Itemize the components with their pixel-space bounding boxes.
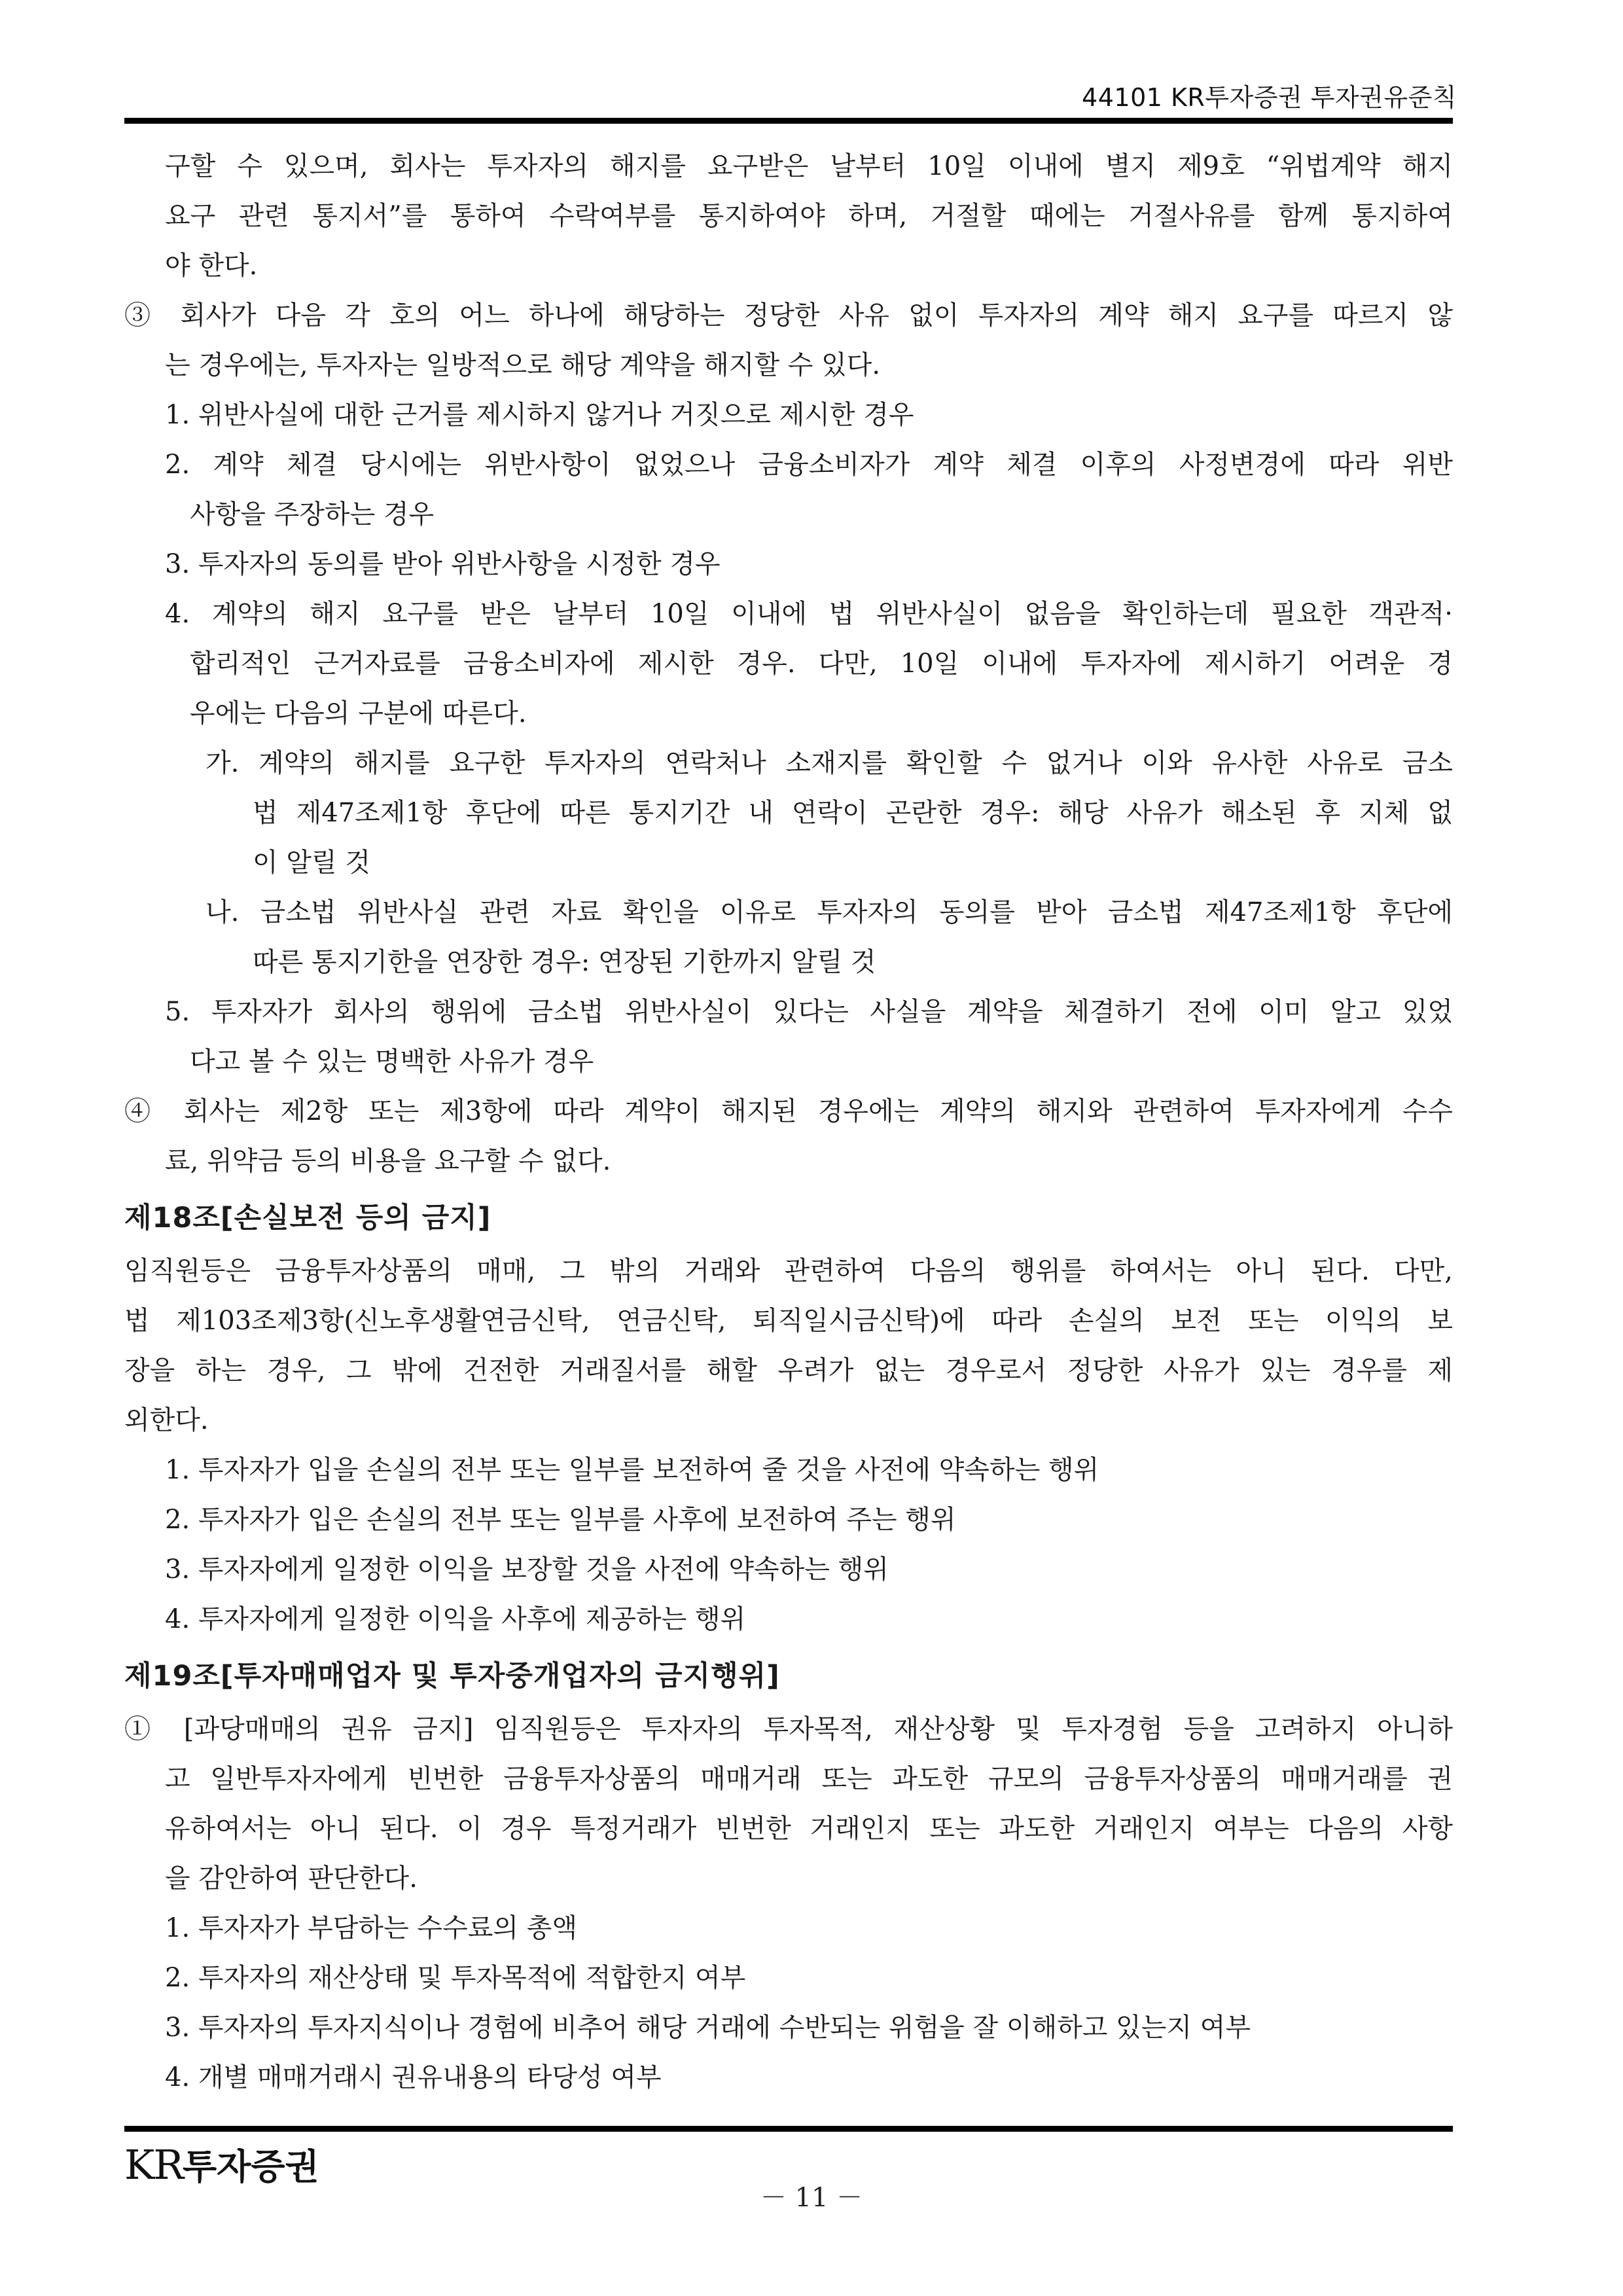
body-line: 1. 위반사실에 대한 근거를 제시하지 않거나 거짓으로 제시한 경우 xyxy=(165,400,914,430)
logo-latin-text: KR xyxy=(124,2141,183,2189)
article-heading: 제18조[손실보전 등의 금지] xyxy=(124,1202,491,1234)
body-line: 법 제103조제3항(신노후생활연금신탁, 연금신탁, 퇴직일시금신탁)에 따라 손실의 보전 또는 이익의 보 xyxy=(124,1306,1453,1336)
document-header-title: 44101 KR투자증권 투자권유준칙 xyxy=(1082,83,1457,112)
body-line: 따른 통지기한을 연장한 경우: 연장된 기한까지 알릴 것 xyxy=(253,947,876,977)
body-line: 1. 투자자가 입을 손실의 전부 또는 일부를 보전하여 줄 것을 사전에 약속하는 행위 xyxy=(165,1455,1099,1485)
body-line: 임직원등은 금융투자상품의 매매, 그 밖의 거래와 관련하여 다음의 행위를 하여서는 아니 된다. 다만, xyxy=(124,1256,1453,1286)
body-line: 합리적인 근거자료를 금융소비자에 제시한 경우. 다만, 10일 이내에 투자자에 제시하기 어려운 경 xyxy=(190,649,1453,679)
body-line: 3. 투자자에게 일정한 이익을 보장할 것을 사전에 약속하는 행위 xyxy=(165,1554,889,1585)
body-line: ④ 회사는 제2항 또는 제3항에 따라 계약이 해지된 경우에는 계약의 해지와 관련하여 투자자에게 수수 xyxy=(124,1096,1453,1126)
body-line: 장을 하는 경우, 그 밖에 건전한 거래질서를 해할 우려가 없는 경우로서 정당한 사유가 있는 경우를 제 xyxy=(124,1355,1453,1386)
logo-korean-text: 투자증권 xyxy=(183,2146,319,2187)
body-line: 법 제47조제1항 후단에 따른 통지기간 내 연락이 곤란한 경우: 해당 사유가 해소된 후 지체 없 xyxy=(253,798,1453,828)
body-line: 이 알릴 것 xyxy=(253,848,370,878)
body-line: 우에는 다음의 구분에 따른다. xyxy=(190,698,527,728)
body-line: 사항을 주장하는 경우 xyxy=(190,499,435,529)
header-rule xyxy=(124,118,1453,124)
body-line: 는 경우에는, 투자자는 일방적으로 해당 계약을 해지할 수 있다. xyxy=(165,350,881,380)
body-line: 4. 계약의 해지 요구를 받은 날부터 10일 이내에 법 위반사실이 없음을 확인하는데 필요한 객관적· xyxy=(165,599,1453,629)
body-line: 4. 투자자에게 일정한 이익을 사후에 제공하는 행위 xyxy=(165,1604,746,1634)
body-line: 다고 볼 수 있는 명백한 사유가 경우 xyxy=(190,1047,594,1077)
footer-rule xyxy=(124,2126,1453,2132)
body-line: 가. 계약의 해지를 요구한 투자자의 연락처나 소재지를 확인할 수 없거나 이와 유사한 사유로 금소 xyxy=(205,748,1453,778)
body-line: 1. 투자자가 부담하는 수수료의 총액 xyxy=(165,1913,577,1943)
body-line: 2. 투자자가 입은 손실의 전부 또는 일부를 사후에 보전하여 주는 행위 xyxy=(165,1505,956,1535)
body-line: ③ 회사가 다음 각 호의 어느 하나에 해당하는 정당한 사유 없이 투자자의 계약 해지 요구를 따르지 않 xyxy=(124,300,1453,331)
page-number: － 11 － xyxy=(760,2183,863,2213)
body-line: 야 한다. xyxy=(165,251,258,281)
body-line: ① [과당매매의 권유 금지] 임직원등은 투자자의 투자목적, 재산상황 및 투자경험 등을 고려하지 아니하 xyxy=(124,1714,1453,1744)
body-line: 구할 수 있으며, 회사는 투자자의 해지를 요구받은 날부터 10일 이내에 별지 제9호 “위법계약 해지 xyxy=(165,151,1453,181)
body-line: 유하여서는 아니 된다. 이 경우 특정거래가 빈번한 거래인지 또는 과도한 거래인지 여부는 다음의 사항 xyxy=(165,1814,1453,1844)
body-line: 나. 금소법 위반사실 관련 자료 확인을 이유로 투자자의 동의를 받아 금소법 제47조제1항 후단에 xyxy=(205,897,1453,927)
body-line: 2. 계약 체결 당시에는 위반사항이 없었으나 금융소비자가 계약 체결 이후의 사정변경에 따라 위반 xyxy=(165,450,1453,480)
body-line: 4. 개별 매매거래시 권유내용의 타당성 여부 xyxy=(165,2062,662,2092)
body-line: 을 감안하여 판단한다. xyxy=(165,1863,418,1893)
body-line: 3. 투자자의 투자지식이나 경험에 비추어 해당 거래에 수반되는 위험을 잘 이해하고 있는지 여부 xyxy=(165,2013,1251,2043)
body-line: 요구 관련 통지서”를 통하여 수락여부를 통지하여야 하며, 거절할 때에는 거절사유를 함께 통지하여 xyxy=(165,201,1453,231)
body-line: 2. 투자자의 재산상태 및 투자목적에 적합한지 여부 xyxy=(165,1963,746,1993)
body-line: 고 일반투자자에게 빈번한 금융투자상품의 매매거래 또는 과도한 규모의 금융투자상품의 매매거래를 권 xyxy=(165,1764,1453,1794)
body-line: 5. 투자자가 회사의 행위에 금소법 위반사실이 있다는 사실을 계약을 체결하기 전에 이미 알고 있었 xyxy=(165,997,1453,1027)
document-body xyxy=(124,141,1453,2102)
body-line: 료, 위약금 등의 비용을 요구할 수 없다. xyxy=(165,1146,611,1176)
body-line: 3. 투자자의 동의를 받아 위반사항을 시정한 경우 xyxy=(165,549,721,579)
body-line: 외한다. xyxy=(124,1405,209,1435)
article-heading: 제19조[투자매매업자 및 투자중개업자의 금지행위] xyxy=(124,1660,780,1693)
